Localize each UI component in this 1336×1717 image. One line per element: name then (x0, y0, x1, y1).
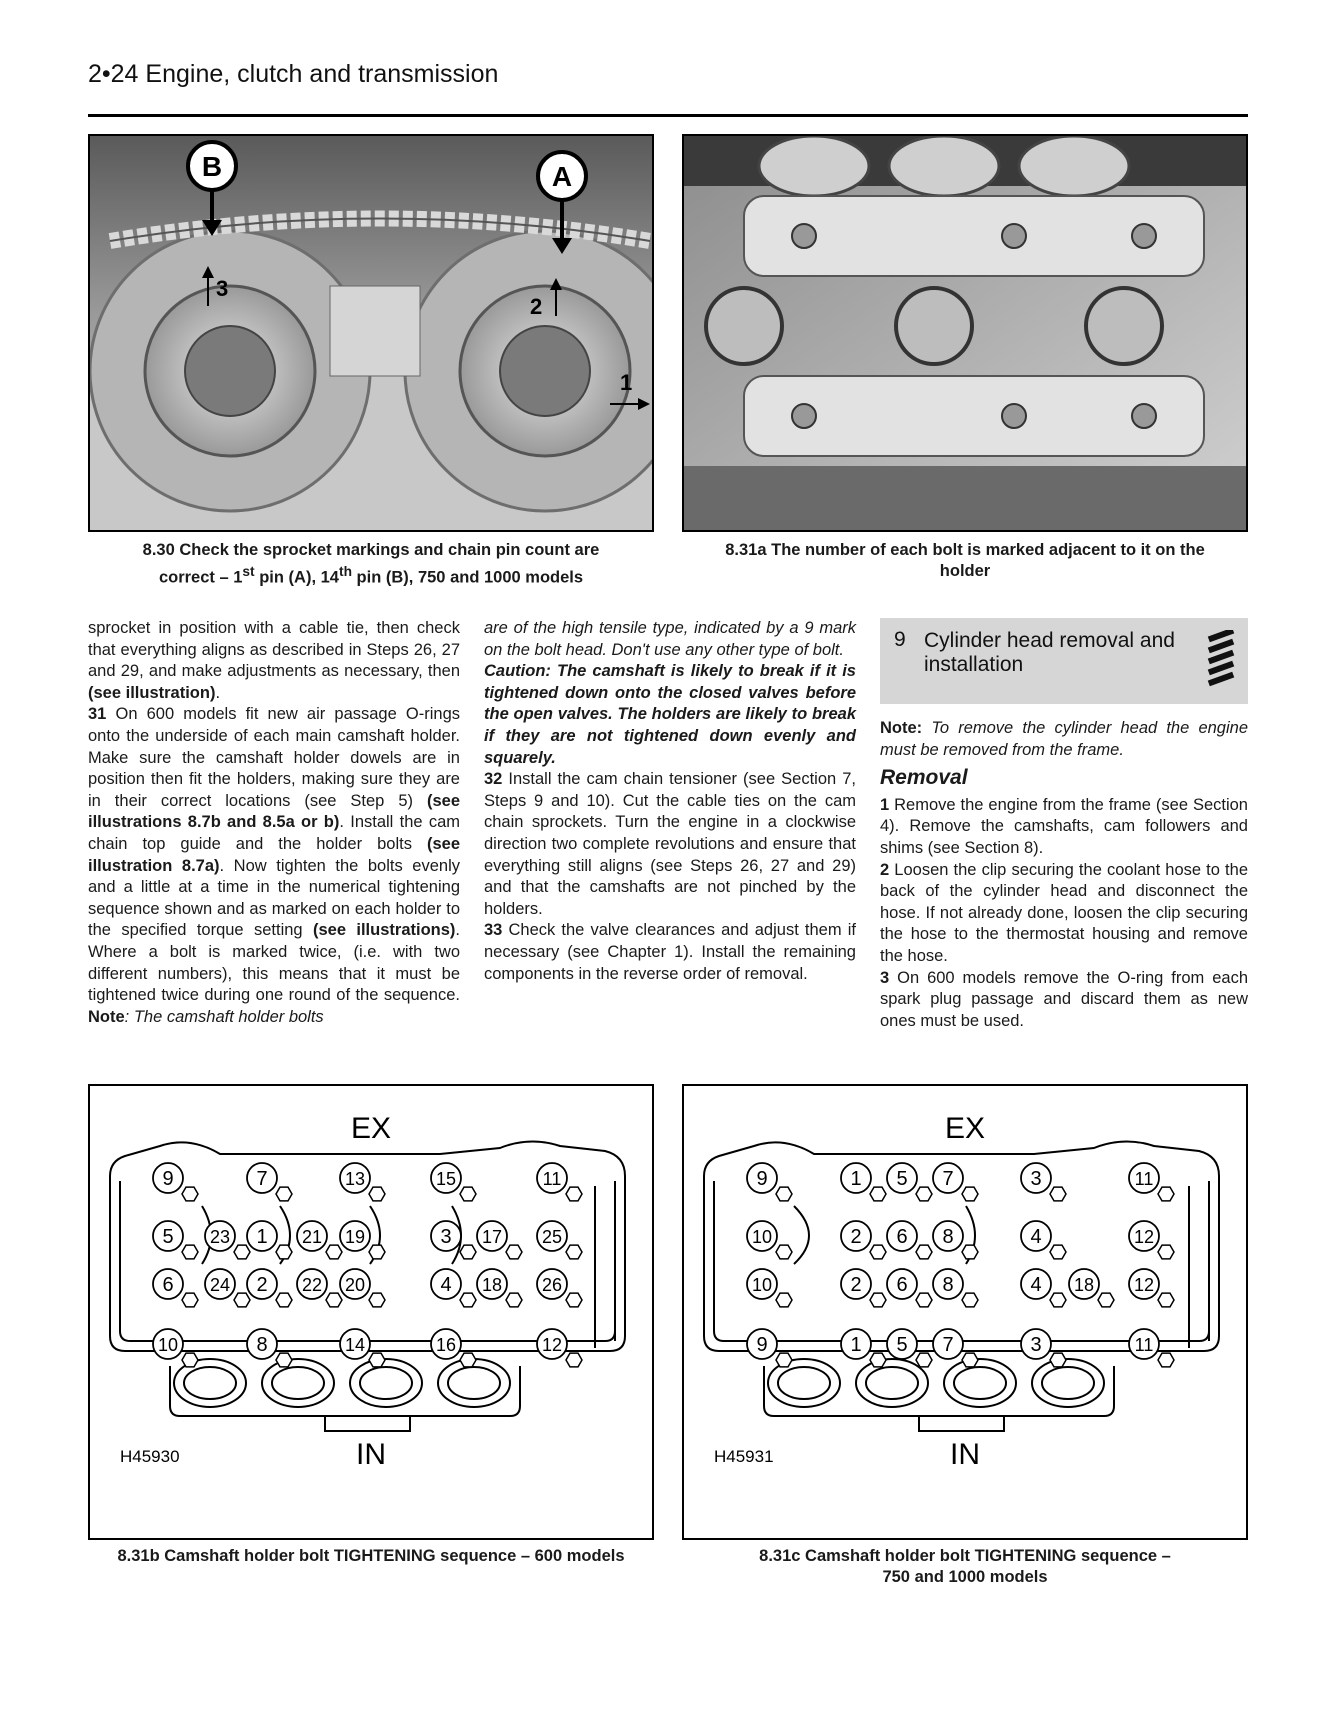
bolt-number-marker (205, 1221, 250, 1259)
col3-p3-text: On 600 models remove the O-ring from each spark plug passage and discard them as new ones must be used. (880, 968, 1248, 1030)
bolt-number: 9 (162, 1168, 174, 1190)
diagram-750-1000-sequence (682, 1084, 1248, 1540)
bolt-number: 8 (256, 1334, 268, 1356)
bolt-head-icon (962, 1245, 978, 1259)
bolt-number: 8 (942, 1226, 954, 1248)
bolt-number: 22 (301, 1275, 323, 1295)
bolt-head-icon (776, 1245, 792, 1259)
bolt-number: 26 (541, 1275, 563, 1295)
bolt-head-icon (870, 1187, 886, 1201)
col1-p2-ref2: (see illustration 8.7a) (88, 834, 460, 875)
bolt-head-icon (369, 1293, 385, 1307)
caption-8-31c-line2: 750 and 1000 models (882, 1568, 1048, 1586)
bolt-head-icon (369, 1187, 385, 1201)
bolt-number: 17 (481, 1227, 503, 1247)
col2-paragraph-1 (484, 618, 856, 661)
col1-paragraph-31 (88, 704, 460, 1028)
section-heading-box (880, 618, 1248, 704)
col3-note-label: Note: (880, 719, 923, 737)
bolt-number-marker (1069, 1269, 1114, 1307)
bolt-number: 10 (751, 1275, 773, 1295)
bolt-number-marker (933, 1329, 978, 1367)
bolt-number: 9 (756, 1334, 768, 1356)
photo-sprocket-markings (88, 134, 654, 532)
bolt-number-marker (537, 1329, 582, 1367)
bolt-head-icon (1050, 1353, 1066, 1367)
col1-paragraph-1 (88, 618, 460, 704)
bolt-number-marker (431, 1329, 476, 1367)
step-32-number: 32 (484, 770, 503, 789)
bolt-head-icon (1158, 1293, 1174, 1307)
bolt-number-marker (747, 1163, 792, 1201)
col3-p2-text: Loosen the clip securing the coolant hose to the back of the cylinder head and disconnect the hose. If not already done, loosen the clip securing the hose to the thermostat housing and remove the hose. (880, 860, 1248, 965)
bolt-number-marker (340, 1329, 385, 1367)
label-3: 3 (216, 276, 229, 301)
bolt-head-icon (460, 1245, 476, 1259)
bolt-number-marker (247, 1163, 292, 1201)
col1-p2-g: . Where a bolt is marked twice, (i.e. with two different numbers), this means that it must be tightened twice during one round of the sequence. (88, 921, 460, 1005)
bolt-number-marker (841, 1269, 886, 1307)
bolt-head-icon (1050, 1187, 1066, 1201)
col3-note (880, 718, 1248, 761)
bolt-number: 25 (541, 1227, 563, 1247)
bolt-number-marker (537, 1163, 582, 1201)
caption-8-30-pre: correct – 1 (158, 568, 243, 587)
bolt-head-icon (234, 1293, 250, 1307)
bolt-number: 2 (256, 1274, 268, 1296)
bolt-number-marker (153, 1329, 198, 1367)
label-1: 1 (620, 370, 633, 395)
caption-8-30-line2 (88, 561, 654, 589)
subheading-removal: Removal (880, 766, 968, 790)
bolt-number-marker (153, 1269, 198, 1307)
bolt-number-marker (247, 1221, 292, 1259)
bolt-number-marker (431, 1221, 476, 1259)
text-column-3 (880, 618, 1248, 1032)
bolt-head-icon (1050, 1293, 1066, 1307)
bolt-head-icon (506, 1293, 522, 1307)
bolt-number-marker (153, 1163, 198, 1201)
bolt-number: 18 (1073, 1275, 1095, 1295)
bolt-number-marker (1021, 1163, 1066, 1201)
bolt-number-marker (887, 1221, 932, 1259)
bolt-number: 7 (256, 1168, 268, 1190)
bolt-number: 5 (896, 1334, 908, 1356)
bolt-number: 13 (344, 1169, 366, 1189)
bolt-number-marker (841, 1221, 886, 1259)
bolt-number-marker (340, 1163, 385, 1201)
diagram-code: H45930 (120, 1447, 180, 1466)
col3-paragraph-1 (880, 795, 1248, 860)
bolt-number: 14 (344, 1335, 366, 1355)
page-header-text (88, 60, 498, 89)
bolt-number: 9 (756, 1168, 768, 1190)
bolt-number-marker (1129, 1269, 1174, 1307)
bolt-number: 4 (1030, 1274, 1042, 1296)
bolt-number: 16 (435, 1335, 457, 1355)
caption-8-31a-line2: holder (939, 562, 991, 580)
col2-paragraph-32 (484, 769, 856, 920)
caption-8-31a-line1: 8.31a The number of each bolt is marked adjacent to it on the (725, 541, 1205, 559)
bolt-head-icon (916, 1293, 932, 1307)
bolt-number: 10 (751, 1227, 773, 1247)
bolt-number: 21 (301, 1227, 323, 1247)
bolt-head-icon (1158, 1245, 1174, 1259)
caption-8-30-line1: 8.30 Check the sprocket markings and chain pin count are (142, 541, 600, 559)
bolt-head-icon (776, 1353, 792, 1367)
bolt-number-marker (297, 1221, 342, 1259)
col1-p1-text: sprocket in position with a cable tie, then check that everything aligns as described in Steps 26, 27 and 29, and make adjustments as necessary, then (88, 619, 460, 681)
text-column-2 (484, 618, 856, 985)
col3-paragraph-2 (880, 860, 1248, 968)
col1-p2-e: . Now tighten the bolts evenly and a little at a time in the numerical tightening sequence shown and as marked on each holder to the specified torque setting (88, 856, 461, 940)
bolt-number-marker (887, 1163, 932, 1201)
caption-8-30-mid: pin (A), 14 (254, 568, 339, 587)
exhaust-label: EX (944, 1112, 986, 1145)
bolt-number-marker (247, 1329, 292, 1367)
bolt-head-icon (1158, 1187, 1174, 1201)
caption-8-31b (88, 1546, 654, 1567)
section-number: 9 (894, 628, 906, 651)
bolt-number-marker (933, 1269, 978, 1307)
bolt-number: 8 (942, 1274, 954, 1296)
bolt-number: 11 (1134, 1169, 1154, 1189)
bolt-head-icon (962, 1187, 978, 1201)
bolt-head-icon (506, 1245, 522, 1259)
bolt-head-icon (369, 1245, 385, 1259)
bolt-number: 6 (162, 1274, 174, 1296)
caption-8-31c-line1: 8.31c Camshaft holder bolt TIGHTENING sequence – (759, 1547, 1171, 1565)
bolt-number: 1 (850, 1168, 862, 1190)
bolt-number-marker (747, 1221, 792, 1259)
bolt-number: 1 (256, 1226, 268, 1248)
bolt-number-marker (537, 1221, 582, 1259)
bolt-number: 19 (344, 1227, 366, 1247)
intake-label: IN (950, 1438, 980, 1471)
bolt-head-icon (870, 1245, 886, 1259)
bolt-number: 12 (1133, 1227, 1155, 1247)
col2-caution-text: Caution: The camshaft is likely to break if it is tightened down onto the closed valves before the open valves. The holders are likely to break if they are not tightened down evenly and squarely. (484, 662, 856, 767)
bolt-number: 18 (481, 1275, 503, 1295)
col1-p2-ref1: (see illustrations 8.7b and 8.5a or b) (88, 791, 460, 832)
bolt-number-marker (933, 1221, 978, 1259)
caption-8-31b-text: 8.31b Camshaft holder bolt TIGHTENING sequence – 600 models (117, 1547, 625, 1565)
bolt-number: 11 (542, 1169, 562, 1189)
label-b: B (201, 151, 223, 182)
bolt-head-icon (776, 1187, 792, 1201)
bolt-head-icon (566, 1187, 582, 1201)
bolt-number-marker (537, 1269, 582, 1307)
bolt-number-marker (1129, 1329, 1174, 1367)
caption-8-30 (88, 540, 654, 589)
bolt-number: 2 (850, 1274, 862, 1296)
bolt-number-marker (297, 1269, 342, 1307)
col1-p1-end: . (215, 683, 221, 702)
bolt-number-marker (841, 1163, 886, 1201)
bolt-head-icon (566, 1293, 582, 1307)
bolt-head-icon (566, 1245, 582, 1259)
bolt-number-marker (747, 1269, 792, 1307)
col2-p1-text: are of the high tensile type, indicated by a 9 mark on the bolt head. Don't use any other type of bolt. (484, 619, 856, 659)
step-31-number: 31 (88, 705, 107, 724)
bolt-number-marker (887, 1269, 932, 1307)
bolt-number-marker (747, 1329, 792, 1367)
bolt-number: 24 (209, 1275, 231, 1295)
difficulty-wrench-icon (1204, 630, 1238, 690)
bolt-head-icon (916, 1187, 932, 1201)
bolt-head-icon (460, 1353, 476, 1367)
bolt-head-icon (182, 1187, 198, 1201)
bolt-head-icon (234, 1245, 250, 1259)
caption-8-30-sup2: th (338, 564, 352, 579)
bolt-number-marker (477, 1269, 522, 1307)
bolt-number-marker (340, 1269, 385, 1307)
bolt-head-icon (460, 1187, 476, 1201)
step-2-number: 2 (880, 860, 890, 879)
caption-8-30-sup1: st (242, 564, 255, 579)
bolt-head-icon (776, 1293, 792, 1307)
bolt-number: 3 (1030, 1334, 1042, 1356)
bolt-head-icon (962, 1353, 978, 1367)
bolt-number: 23 (209, 1227, 231, 1247)
bolt-head-icon (182, 1293, 198, 1307)
bolt-head-icon (182, 1353, 198, 1367)
bolt-head-icon (182, 1245, 198, 1259)
label-a: A (551, 161, 573, 192)
bolt-head-icon (326, 1245, 342, 1259)
bolt-head-icon (1098, 1293, 1114, 1307)
label-2: 2 (530, 294, 543, 319)
bolt-number-marker (1021, 1329, 1066, 1367)
bolt-number: 5 (162, 1226, 174, 1248)
col1-p2-c: . Install the cam chain top guide and the holder bolts (88, 813, 460, 853)
col1-p2-ref3: (see illustrations) (312, 921, 456, 940)
bolt-head-icon (460, 1293, 476, 1307)
photo-bolt-numbers (682, 134, 1248, 532)
col3-paragraph-3 (880, 968, 1248, 1033)
bolt-number-marker (1129, 1163, 1174, 1201)
bolt-number-marker (1129, 1221, 1174, 1259)
bolt-head-icon (916, 1245, 932, 1259)
bolt-number-marker (841, 1329, 886, 1367)
col2-p33-text: Check the valve clearances and adjust them if necessary (see Chapter 1). Install the remaining components in the reverse order of removal. (484, 921, 856, 983)
bolt-number-marker (1021, 1269, 1066, 1307)
diagram-code: H45931 (714, 1447, 774, 1466)
text-column-1 (88, 618, 460, 1028)
col1-note-label: Note (88, 1007, 125, 1026)
col3-p1-text: Remove the engine from the frame (see Section 4). Remove the camshafts, cam followers and shims (see Section 8). (880, 795, 1248, 857)
bolt-head-icon (962, 1293, 978, 1307)
bolt-head-icon (1050, 1245, 1066, 1259)
bolt-number-marker (431, 1163, 476, 1201)
bolt-number: 4 (440, 1274, 452, 1296)
bolt-number-marker (1021, 1221, 1066, 1259)
col2-p32-text: Install the cam chain tensioner (see Section 7, Steps 9 and 10). Cut the cable ties on the cam chain sprockets. Turn the engine in a clockwise direction two complete revolutions and ensure that everything still aligns (see Steps 26, 27 and 29) and that the camshafts are not pinched by the holders. (484, 770, 856, 918)
bolt-number-marker (153, 1221, 198, 1259)
section-title: Cylinder head removal and installation (924, 629, 1175, 676)
bolt-number: 1 (850, 1334, 862, 1356)
bolt-number-marker (205, 1269, 250, 1307)
bolt-head-icon (870, 1353, 886, 1367)
intake-label: IN (356, 1438, 386, 1471)
caption-8-30-post: pin (B), 750 and 1000 models (351, 568, 584, 587)
bolt-number: 11 (1134, 1335, 1154, 1355)
page-header (88, 58, 1248, 117)
bolt-number: 12 (1133, 1275, 1155, 1295)
bolt-head-icon (1158, 1353, 1174, 1367)
bolt-number: 15 (435, 1169, 457, 1189)
col1-note-text: : The camshaft holder bolts (124, 1007, 324, 1026)
step-33-number: 33 (484, 921, 503, 940)
bolt-number: 10 (157, 1335, 179, 1355)
page-number: 2•24 (88, 60, 139, 88)
bolt-head-icon (276, 1187, 292, 1201)
bolt-head-icon (369, 1353, 385, 1367)
bolt-number: 12 (541, 1335, 563, 1355)
bolt-head-icon (326, 1293, 342, 1307)
step-3-number: 3 (880, 968, 890, 987)
exhaust-label: EX (350, 1112, 392, 1145)
bolt-number: 20 (344, 1275, 366, 1295)
col2-paragraph-33 (484, 920, 856, 985)
caption-8-31a (682, 540, 1248, 582)
bolt-number: 5 (896, 1168, 908, 1190)
bolt-head-icon (870, 1293, 886, 1307)
bolt-number: 6 (896, 1274, 908, 1296)
bolt-number: 4 (1030, 1226, 1042, 1248)
col1-p1-ref: (see illustration) (88, 683, 216, 702)
diagram-600-sequence (88, 1084, 654, 1540)
bolt-head-icon (916, 1353, 932, 1367)
bolt-number: 3 (1030, 1168, 1042, 1190)
bolt-number-marker (247, 1269, 292, 1307)
col3-note-text: To remove the cylinder head the engine must be removed from the frame. (880, 719, 1248, 759)
caption-8-31c (682, 1546, 1248, 1588)
bolt-number: 7 (942, 1334, 954, 1356)
bolt-head-icon (276, 1353, 292, 1367)
step-1-number: 1 (880, 795, 890, 814)
bolt-number-marker (431, 1269, 476, 1307)
bolt-head-icon (276, 1293, 292, 1307)
bolt-number: 2 (850, 1226, 862, 1248)
bolt-number: 3 (440, 1226, 452, 1248)
bolt-number-marker (933, 1163, 978, 1201)
bolt-number: 6 (896, 1226, 908, 1248)
bolt-head-icon (566, 1353, 582, 1367)
bolt-number-marker (477, 1221, 522, 1259)
col2-caution (484, 661, 856, 769)
bolt-head-icon (276, 1245, 292, 1259)
chapter-title: Engine, clutch and transmission (145, 60, 499, 88)
bolt-number: 7 (942, 1168, 954, 1190)
col1-p2-a: On 600 models fit new air passage O-rings onto the underside of each main camshaft holder. Make sure the camshaft holder dowels are in position then fit the holders, making sure they are in their correct locations (see Step 5) (88, 705, 460, 810)
